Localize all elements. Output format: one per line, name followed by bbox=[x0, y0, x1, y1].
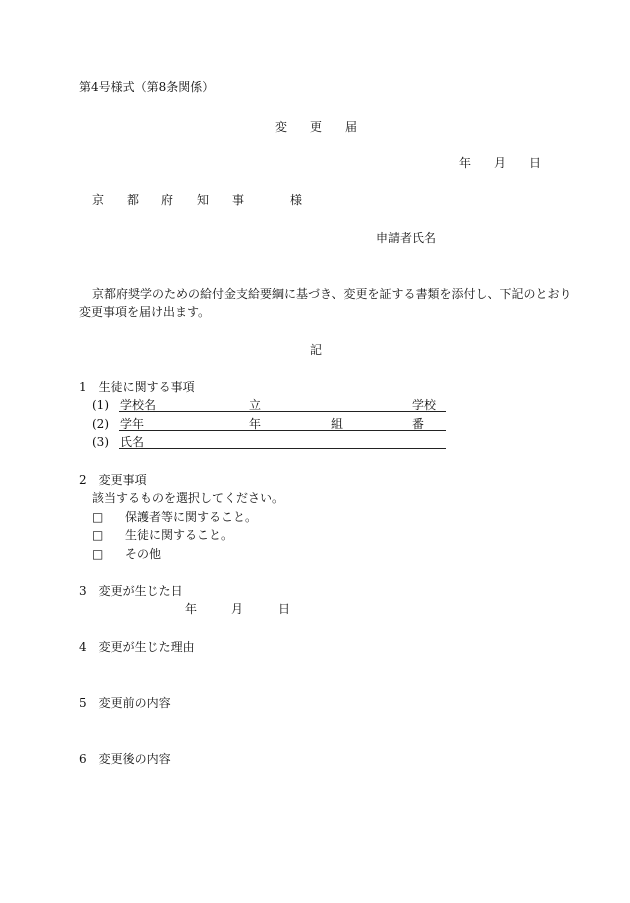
title-char-2: 更 bbox=[310, 120, 323, 134]
row-1-number: (1) bbox=[92, 398, 109, 412]
section-3-heading: 3 変更が生じた日 bbox=[79, 584, 183, 598]
section-5-heading: 5 変更前の内容 bbox=[79, 696, 171, 710]
section-6-heading: 6 変更後の内容 bbox=[79, 752, 171, 766]
title-char-1: 変 bbox=[275, 120, 288, 134]
ki-marker: 記 bbox=[310, 343, 323, 357]
school-name-field[interactable] bbox=[119, 411, 446, 412]
section-4-heading: 4 変更が生じた理由 bbox=[79, 640, 195, 654]
grade-class-label: 組 bbox=[331, 417, 344, 431]
addressee-char-4: 知 bbox=[197, 193, 210, 207]
intro-line-2: 変更事項を届け出ます。 bbox=[79, 305, 211, 319]
school-name-label: 学校名 bbox=[120, 398, 157, 412]
checkbox-guardian[interactable]: □ bbox=[92, 510, 104, 524]
grade-year-label: 年 bbox=[249, 417, 262, 431]
form-number: 第4号様式（第8条関係） bbox=[79, 80, 215, 94]
school-suffix-label: 学校 bbox=[412, 398, 437, 412]
grade-number-label: 番 bbox=[412, 417, 425, 431]
change-date-day-label: 日 bbox=[278, 602, 291, 616]
school-type-label: 立 bbox=[249, 398, 262, 412]
option-student-label: 生徒に関すること。 bbox=[125, 528, 234, 542]
addressee-honorific: 様 bbox=[290, 193, 303, 207]
date-month-label: 月 bbox=[494, 156, 507, 170]
addressee-char-5: 事 bbox=[232, 193, 245, 207]
change-date-year-label: 年 bbox=[185, 602, 198, 616]
change-date-month-label: 月 bbox=[231, 602, 244, 616]
applicant-label: 申請者氏名 bbox=[376, 231, 437, 245]
section-2-heading: 2 変更事項 bbox=[79, 473, 147, 487]
checkbox-student[interactable]: □ bbox=[92, 528, 104, 542]
addressee-char-1: 京 bbox=[92, 193, 105, 207]
addressee-char-2: 都 bbox=[127, 193, 140, 207]
section-1-heading: 1 生徒に関する事項 bbox=[79, 380, 195, 394]
grade-label: 学年 bbox=[120, 417, 145, 431]
intro-line-1: 京都府奨学のための給付金支給要綱に基づき、変更を証する書類を添付し、下記のとおり bbox=[92, 287, 572, 301]
addressee-char-3: 府 bbox=[161, 193, 174, 207]
grade-field[interactable] bbox=[119, 430, 446, 431]
section-2-instruction: 該当するものを選択してください。 bbox=[92, 491, 285, 505]
date-year-label: 年 bbox=[459, 156, 472, 170]
date-day-label: 日 bbox=[529, 156, 542, 170]
checkbox-other[interactable]: □ bbox=[92, 547, 104, 561]
title-char-3: 届 bbox=[345, 120, 358, 134]
row-2-number: (2) bbox=[92, 417, 109, 431]
row-3-number: (3) bbox=[92, 435, 109, 449]
option-other-label: その他 bbox=[125, 547, 162, 561]
option-guardian-label: 保護者等に関すること。 bbox=[125, 510, 258, 524]
student-name-label: 氏名 bbox=[120, 435, 145, 449]
student-name-field[interactable] bbox=[119, 448, 446, 449]
